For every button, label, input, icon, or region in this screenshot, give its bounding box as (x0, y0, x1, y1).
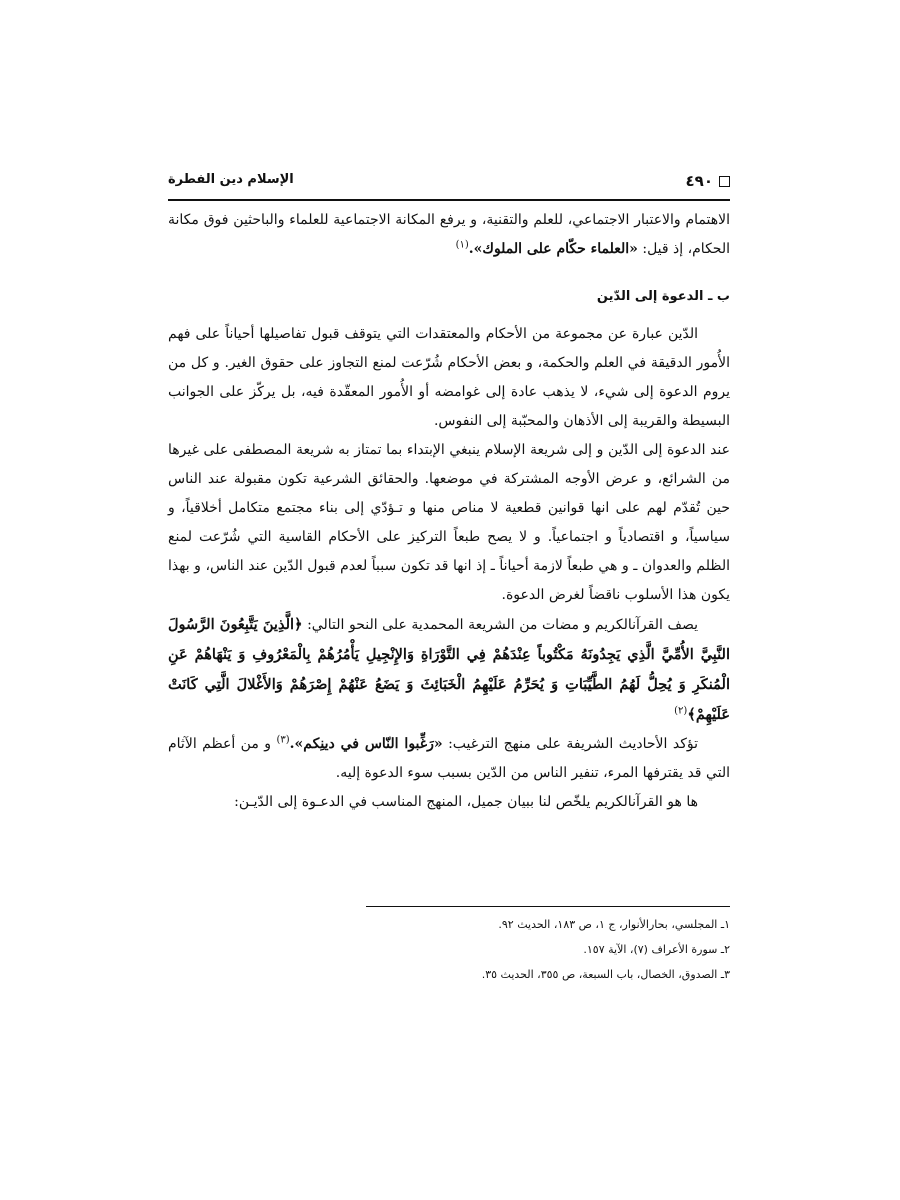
section-heading: ب ـ الدعوة إلى الدّين (596, 289, 730, 304)
paragraph-2: عند الدعوة إلى الدّين و إلى شريعة الإسلام ينبغي الإبتداء بما تمتاز به شريعة المصطفى على غيرها من الشرائع، و عرض الأوجه المشتركة في موضعها. والحقائق الشرعية تكون مقبولة عند الناس حين تُقدّم لهم على انها قوانين قطعية لا مناص منها و تـؤدّي إلى بناء مجتمع متكامل أخلاقياً، و سياسياً، و اقتصادياً و اجتماعياً. و لا يصح طبعاً التركيز على الأحكام القاسية التي شُرّعت لمنع الظلم والعدوان ـ و هي طبعاً لازمة أحياناً ـ إذ انها قد تكون سبباً لعدم قبول الدّين عند الناس، و بهذا يكون هذا الأسلوب ناقضاً لغرض الدعوة. (168, 442, 730, 603)
paragraph-1: الدّين عبارة عن مجموعة من الأحكام والمعتقدات التي يتوقف قبول تفاصيلها أحياناً على فهم الأُمور الدقيقة في العلم والحكمة، و بعض الأحكام شُرّعت لمنع التجاوز على حقوق الغير. و كل من يروم الدعوة إلى شيء، لا يذهب عادة إلى غوامضه أو الأُمور المعقّدة فيه، بل يركّز على الجوانب البسيطة والقريبة إلى الأذهان والمحبّبة إلى النفوس. (168, 326, 730, 429)
paragraph-3 (168, 610, 730, 730)
paragraph-4 (168, 730, 730, 788)
quran-verse: ﴿الَّذِينَ يَتَّبِعُونَ الرَّسُولَ النَّبِيَّ الأُمِّيَّ الَّذِي يَجِدُونَهُ مَكْتُوباً عِنْدَهُمْ فِي التَّوْرَاةِ وَالإِنْجِيلِ يَأْمُرُهُمْ بِالْمَعْرُوفِ وَ يَنْهَاهُمْ عَنِ الْمُنكَرِ وَ يُحِلُّ لَهُمُ الطَّيِّبَاتِ وَ يُحَرِّمُ عَلَيْهِمُ الْخَبَائِثَ وَ يَضَعُ عَنْهُمْ إِصْرَهُمْ وَالأَغْلالَ الَّتِي كَانَتْ عَلَيْهِمْ﴾ (168, 616, 730, 723)
footnote-rule (366, 906, 730, 907)
footnote-ref-3: (٣) (276, 734, 290, 746)
square-bullet-icon (719, 176, 730, 187)
paragraph-3-intro: يصف القرآنالكريم و مضات من الشريعة المحمدية على النحو التالي: (302, 617, 698, 633)
intro-text: الاهتمام والاعتبار الاجتماعي، للعلم والتقنية، و يرفع المكانة الاجتماعية للعلماء والباحثين فوق مكانة الحكام، إذ قيل: (168, 212, 730, 257)
footnote-1: ١ـ المجلسي، بحارالأنوار، ج ١، ص ١٨٣، الحديث ٩٢. (498, 918, 730, 931)
page-header (168, 172, 730, 194)
footnote-2: ٢ـ سورة الأعراف (٧)، الآية ١٥٧. (583, 943, 730, 956)
paragraph-5: ها هو القرآنالكريم يلخّص لنا ببيان جميل، المنهج المناسب في الدعـوة إلى الدّيـن: (234, 794, 698, 810)
footnote-ref-1: (١) (455, 239, 469, 251)
footnote-ref-2: (٢) (674, 705, 688, 717)
running-title: الإسلام دين الفطرة (168, 172, 294, 187)
hadith-quote: «رَغِّبوا النّاس في دينِكم». (289, 736, 443, 752)
page-number-group (686, 172, 730, 190)
footnote-3: ٣ـ الصدوق، الخصال، باب السبعة، ص ٣٥٥، الحديث ٣٥. (481, 968, 730, 981)
intro-paragraph (168, 206, 730, 264)
main-text (168, 206, 730, 817)
paragraph-4-end: و من أعظم الآثام التي قد يقترفها المرء، تنفير الناس من الدّين بسبب سوء الدعوة إليه. (168, 736, 730, 781)
intro-quote: «العلماء حكّام على الملوك». (468, 241, 638, 257)
header-rule (168, 199, 730, 201)
paragraph-4-start: تؤكد الأحاديث الشريفة على منهج الترغيب: (442, 736, 698, 752)
footnotes (168, 912, 730, 987)
page-number: ٤٩٠ (685, 172, 713, 190)
